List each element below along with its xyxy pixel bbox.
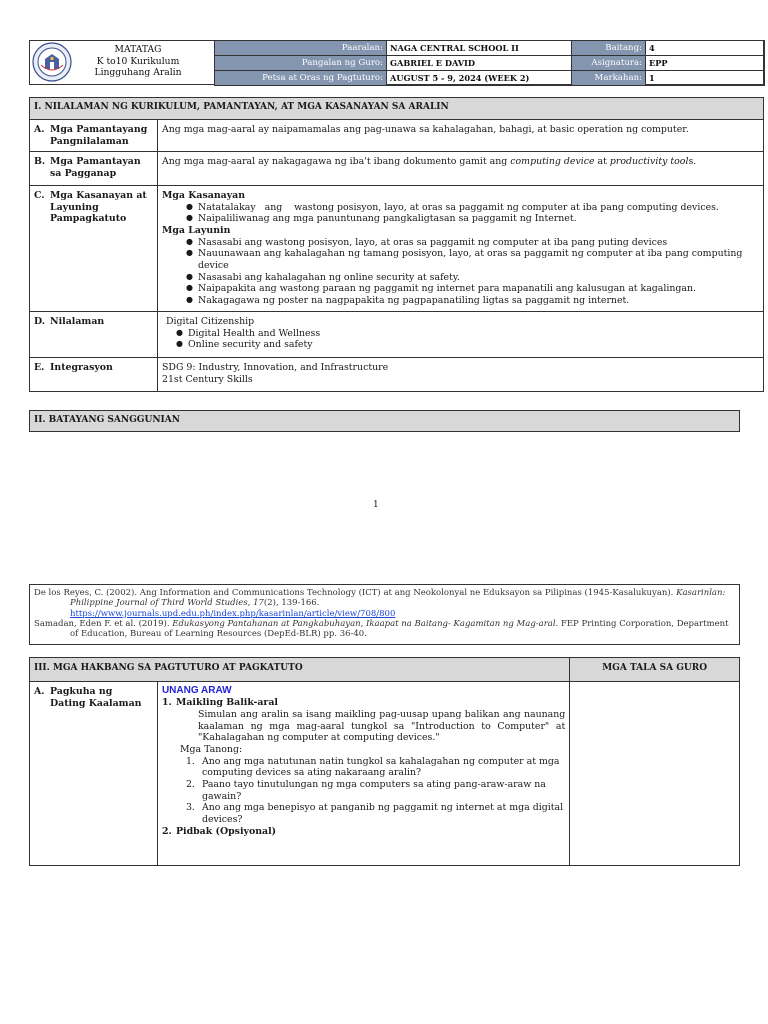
- section3-title: III. MGA HAKBANG SA PAGTUTURO AT PAGKATUTO: [30, 658, 570, 682]
- step-1-heading: 1. Maikling Balik-aral: [161, 697, 278, 709]
- list-item: ● Online security and safety: [174, 339, 759, 351]
- section1-table: [29, 97, 764, 392]
- references-box: [29, 584, 740, 645]
- layunin-heading: Mga Layunin: [162, 224, 231, 236]
- step-2-heading: 2. Pidbak (Opsiyonal): [161, 825, 277, 837]
- nilalaman-list: [174, 328, 759, 351]
- reference-1-link[interactable]: https://www.journals.upd.edu.ph/index.php/kasarinlan/article/view/708/800: [70, 608, 396, 619]
- school-name-value: NAGA CENTRAL SCHOOL II: [387, 41, 572, 56]
- list-item: ● Naipapakita ang wastong paraan ng paggamit ng internet para mapanatili ang kalusugan at kagalingan.: [186, 283, 759, 295]
- header-info-table: [214, 40, 765, 86]
- row-d-nilalaman: D. Nilalaman Digital Citizenship ● Digital Health and Wellness ● Online security and safety: [30, 312, 764, 358]
- header-row-paaralan: Paaralan: NAGA CENTRAL SCHOOL II Baitang: 4: [215, 41, 765, 56]
- teacher-name-value: GABRIEL E DAVID: [387, 56, 572, 71]
- header-row-petsa: Petsa at Oras ng Pagtuturo: AUGUST 5 - 9, 2024 (WEEK 2) Markahan: 1: [215, 71, 765, 86]
- section2-title: II. BATAYANG SANGGUNIAN: [29, 410, 740, 432]
- page-number: 1: [373, 500, 379, 510]
- reference-2: Samadan, Eden F. et al. (2019). Edukasyong Pantahanan at Pangkabuhayan, Ikaapat na Baitang- Kagamitan ng Mag-aral. FEP Printing Corporation, Department of Education, Bureau of Learning Resources (DepEd-BLR) pp. 36-40.: [34, 619, 729, 640]
- nilalaman-title: Digital Citizenship: [166, 316, 255, 327]
- deped-seal-icon: [32, 42, 72, 82]
- list-item: 1. Ano ang mga natutunan natin tungkol sa kahalagahan ng computer at mga computing devices sa ating nakaraang aralin?: [185, 755, 560, 779]
- reference-1: De los Reyes, C. (2002). Ang Information and Communications Technology (ICT) at ang Neokolonyal ne Eduksayon sa Pilipinas (1945-Kasalukuyan). Kasarinlan: Philippine Journal of Third World Studies, 17(2), 139-166. https://www.journals.upd.edu.ph/index.php/kasarinlan/article/view/708/800: [34, 588, 726, 619]
- section1-title: I. NILALAMAN NG KURIKULUM, PAMANTAYAN, AT MGA KASANAYAN SA ARALIN: [30, 98, 764, 120]
- subject-value: EPP: [646, 56, 765, 71]
- header-row-guro: Pangalan ng Guro: GABRIEL E DAVID Asignatura: EPP: [215, 56, 765, 71]
- list-item: ● Nasasabi ang kahalagahan ng online security at safety.: [186, 272, 759, 284]
- date-value: AUGUST 5 - 9, 2024 (WEEK 2): [387, 71, 572, 86]
- lesson-header: [29, 40, 764, 85]
- list-item: 3. Ano ang mga benepisyo at panganib ng paggamit ng internet at mga digital devices?: [185, 802, 564, 825]
- section3-table: [29, 657, 740, 866]
- row-c-kasanayan-layunin: C. Mga Kasanayan at Layuning Pampagkatuto Mga Kasanayan ● Natatalakay ang wastong posisyon, layo, at oras sa paggamit ng computer at iba pang computing devices. ● Naipaliliwanag ang mga panuntunang pangkaligtasan sa paggamit ng Internet. Mga Layunin ● Nasasabi ang wastong posisyon, layo, at oras sa paggamit ng computer at iba pang puting devices ● Nauunawaan ang kahalagahan ng tamang posisyon, layo, at oras sa paggamit ng computer at iba pang computing device ● Nasasabi ang kahalagahan ng online security at safety. ● Naipapakita ang wastong paraan ng paggamit ng internet para mapanatili ang kalusugan at kagalingan. ● Nakagagawa ng poster na nagpapakita ng pagpapanatiling ligtas sa paggamit ng internet.: [30, 186, 764, 312]
- school-title: MATATAG K to10 Kurikulum Lingguhang Aralin: [94, 44, 182, 78]
- tanong-list: [186, 756, 565, 826]
- list-item: ● Nakagagawa ng poster na nagpapakita ng pagpapanatiling ligtas sa paggamit ng internet.: [186, 295, 759, 307]
- row-e-integrasyon: E. Integrasyon SDG 9: Industry, Innovation, and Infrastructure 21st Century Skills: [30, 358, 764, 392]
- step-1-text: Simulan ang aralin sa isang maikling pag-uusap upang balikan ang naunang kaalaman ng mga mag-aaral tungkol sa "Introduction to Computer" at "Kahalagahan ng computer at computing devices.": [197, 709, 566, 744]
- quarter-value: 1: [646, 71, 765, 86]
- day-label: UNANG ARAW: [161, 685, 232, 696]
- kasanayan-list: [186, 202, 759, 225]
- list-item: ● Naipaliliwanag ang mga panuntunang pangkaligtasan sa paggamit ng Internet.: [186, 213, 759, 225]
- tanong-heading: Mga Tanong:: [179, 744, 243, 756]
- teacher-notes-cell: [570, 682, 740, 866]
- kasanayan-heading: Mga Kasanayan: [162, 190, 246, 201]
- list-item: ● Nasasabi ang wastong posisyon, layo, at oras sa paggamit ng computer at iba pang puting devices: [186, 237, 759, 249]
- row-a-pagkuha-dating-kaalaman: A. Pagkuha ng Dating Kaalaman UNANG ARAW 1. Maikling Balik-aral Simulan ang aralin sa isang maikling pag-uusap upang balikan ang naunang kaalaman ng mga mag-aaral tungkol sa "Introduction to Computer" at "Kahalagahan ng computer at computing devices." Mga Tanong: 1. Ano ang mga natutunan natin tungkol sa kahalagahan ng computer at mga computing devices sa ating nakaraang aralin? 2. Paano tayo tinutulungan ng mga computers sa ating pang-araw-araw na gawain? 3. Ano ang mga benepisyo at panganib ng paggamit ng internet at mga digital devices? 2. Pidbak (Opsiyonal): [30, 682, 740, 866]
- list-item: ● Natatalakay ang wastong posisyon, layo, at oras sa paggamit ng computer at iba pang computing devices.: [186, 202, 759, 214]
- list-item: ● Digital Health and Wellness: [174, 328, 759, 340]
- list-item: 2. Paano tayo tinutulungan ng mga computers sa ating pang-araw-araw na gawain?: [185, 778, 546, 802]
- list-item: ● Nauunawaan ang kahalagahan ng tamang posisyon, layo, at oras sa paggamit ng computer at iba pang computing device: [186, 248, 759, 271]
- row-b-pamantayan-pagganap: B. Mga Pamantayan sa Pagganap Ang mga mag-aaral ay nakagagawa ng iba't ibang dokumento gamit ang computing device at productivity tools.: [30, 152, 764, 186]
- teacher-notes-title: MGA TALA SA GURO: [570, 658, 740, 682]
- row-a-pamantayang-pangnilalaman: A. Mga Pamantayang Pangnilalaman Ang mga mag-aaral ay naipamamalas ang pag-unawa sa kahalagahan, bahagi, at basic operation ng computer.: [30, 120, 764, 152]
- layunin-list: [186, 237, 759, 307]
- grade-value: 4: [646, 41, 765, 56]
